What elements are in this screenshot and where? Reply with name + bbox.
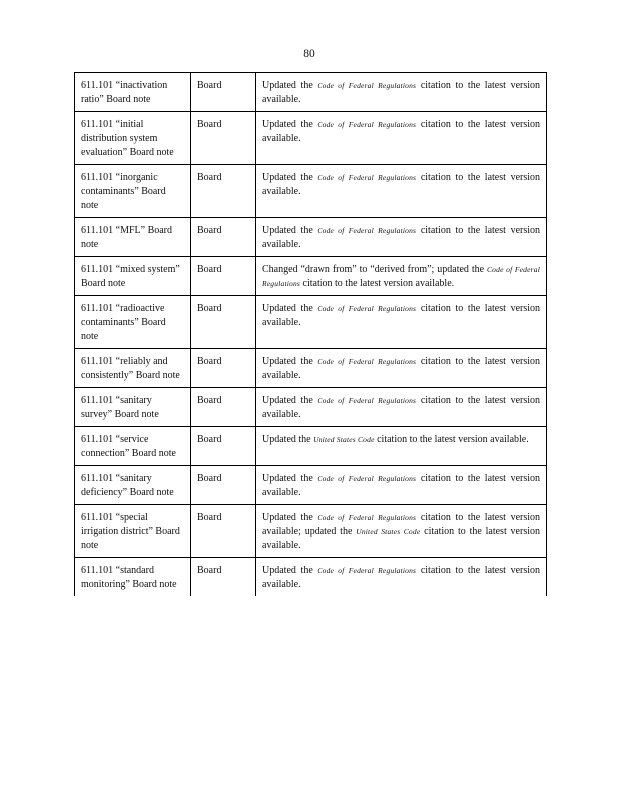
table-row bbox=[75, 218, 547, 257]
citation-name: Code of Federal Regulations bbox=[317, 566, 417, 575]
table-body bbox=[75, 73, 547, 597]
section-cell: 611.101 “special irrigation district” Board note bbox=[75, 505, 191, 558]
table-row bbox=[75, 296, 547, 349]
description-cell bbox=[256, 165, 547, 218]
table-row bbox=[75, 505, 547, 558]
description-text: citation to the latest version available. bbox=[262, 119, 541, 144]
description-cell bbox=[256, 257, 547, 296]
source-cell: Board bbox=[191, 73, 256, 112]
description-text: citation to the latest version available. bbox=[262, 80, 541, 105]
description-cell bbox=[256, 218, 547, 257]
section-cell: 611.101 “sanitary deficiency” Board note bbox=[75, 466, 191, 505]
description-text: citation to the latest version available. bbox=[262, 395, 541, 420]
table-row bbox=[75, 558, 547, 597]
source-cell: Board bbox=[191, 466, 256, 505]
description-cell bbox=[256, 558, 547, 597]
section-cell: 611.101 “inorganic contaminants” Board note bbox=[75, 165, 191, 218]
source-cell: Board bbox=[191, 112, 256, 165]
description-text: citation to the latest version available. bbox=[262, 473, 541, 498]
description-text: Updated the bbox=[262, 80, 318, 91]
description-cell bbox=[256, 296, 547, 349]
citation-name: Code of Federal Regulations bbox=[317, 226, 417, 235]
description-text: Updated the bbox=[262, 434, 314, 445]
table-row bbox=[75, 165, 547, 218]
description-text: Updated the bbox=[262, 303, 318, 314]
table-row bbox=[75, 388, 547, 427]
description-cell bbox=[256, 112, 547, 165]
section-cell: 611.101 “standard monitoring” Board note bbox=[75, 558, 191, 597]
citation-name: Code of Federal Regulations bbox=[262, 265, 540, 288]
description-text: citation to the latest version available; updated the bbox=[262, 512, 541, 537]
description-text: Changed “drawn from” to “derived from”; updated the bbox=[262, 264, 487, 275]
section-cell: 611.101 “inactivation ratio” Board note bbox=[75, 73, 191, 112]
description-text: citation to the latest version available. bbox=[262, 172, 541, 197]
description-cell bbox=[256, 388, 547, 427]
page-number: 80 bbox=[303, 48, 315, 60]
section-cell: 611.101 “mixed system” Board note bbox=[75, 257, 191, 296]
description-text: Updated the bbox=[262, 119, 318, 130]
source-cell: Board bbox=[191, 505, 256, 558]
section-cell: 611.101 “sanitary survey” Board note bbox=[75, 388, 191, 427]
description-text: Updated the bbox=[262, 512, 318, 523]
table-row bbox=[75, 466, 547, 505]
section-cell: 611.101 “radioactive contaminants” Board note bbox=[75, 296, 191, 349]
source-cell: Board bbox=[191, 558, 256, 597]
description-text: Updated the bbox=[262, 225, 318, 236]
citation-name: Code of Federal Regulations bbox=[317, 120, 417, 129]
source-cell: Board bbox=[191, 218, 256, 257]
description-text: Updated the bbox=[262, 565, 318, 576]
source-cell: Board bbox=[191, 165, 256, 218]
description-text: citation to the latest version available. bbox=[374, 434, 529, 445]
amendments-table bbox=[74, 72, 547, 596]
section-cell: 611.101 “MFL” Board note bbox=[75, 218, 191, 257]
description-text: citation to the latest version available. bbox=[262, 356, 541, 381]
description-cell bbox=[256, 466, 547, 505]
description-text: Updated the bbox=[262, 356, 318, 367]
table-row bbox=[75, 257, 547, 296]
citation-name: United States Code bbox=[356, 527, 421, 536]
description-text: Updated the bbox=[262, 395, 318, 406]
description-text: citation to the latest version available. bbox=[300, 278, 455, 289]
citation-name: Code of Federal Regulations bbox=[317, 357, 417, 366]
description-cell bbox=[256, 505, 547, 558]
description-text: citation to the latest version available. bbox=[262, 303, 541, 328]
table-row bbox=[75, 349, 547, 388]
citation-name: Code of Federal Regulations bbox=[317, 396, 417, 405]
source-cell: Board bbox=[191, 296, 256, 349]
source-cell: Board bbox=[191, 349, 256, 388]
description-text: citation to the latest version available. bbox=[262, 565, 541, 590]
section-cell: 611.101 “reliably and consistently” Board note bbox=[75, 349, 191, 388]
description-cell bbox=[256, 427, 547, 466]
description-cell bbox=[256, 73, 547, 112]
table-row bbox=[75, 112, 547, 165]
citation-name: Code of Federal Regulations bbox=[317, 513, 417, 522]
citation-name: Code of Federal Regulations bbox=[317, 304, 417, 313]
source-cell: Board bbox=[191, 388, 256, 427]
description-text: citation to the latest version available. bbox=[262, 526, 540, 551]
citation-name: Code of Federal Regulations bbox=[317, 81, 417, 90]
citation-name: Code of Federal Regulations bbox=[317, 173, 417, 182]
description-cell bbox=[256, 349, 547, 388]
description-text: Updated the bbox=[262, 473, 318, 484]
source-cell: Board bbox=[191, 427, 256, 466]
table-row bbox=[75, 427, 547, 466]
section-cell: 611.101 “service connection” Board note bbox=[75, 427, 191, 466]
table-row bbox=[75, 73, 547, 112]
section-cell: 611.101 “initial distribution system evaluation” Board note bbox=[75, 112, 191, 165]
source-cell: Board bbox=[191, 257, 256, 296]
citation-name: United States Code bbox=[313, 435, 375, 444]
description-text: Updated the bbox=[262, 172, 318, 183]
citation-name: Code of Federal Regulations bbox=[317, 474, 417, 483]
description-text: citation to the latest version available. bbox=[262, 225, 541, 250]
